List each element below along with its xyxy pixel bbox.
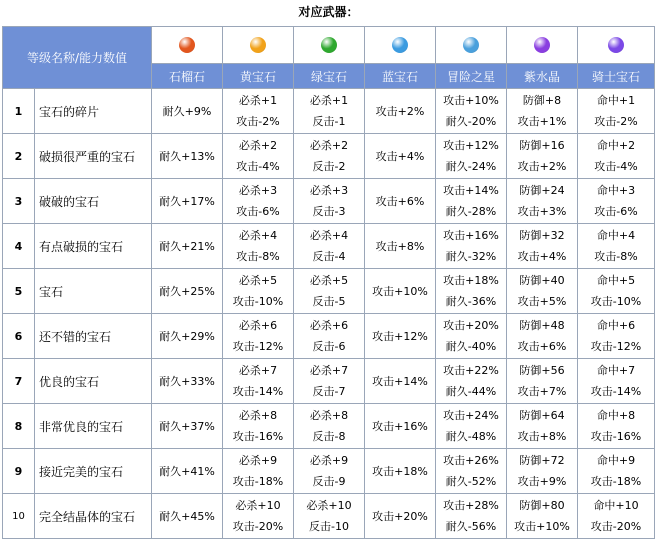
gem-grade-name: 破损很严重的宝石 — [35, 134, 152, 179]
stat-value: 必杀+1 — [238, 94, 278, 107]
level-number: 4 — [3, 224, 35, 269]
stat-value: 攻击-6% — [594, 205, 638, 218]
stat-value: 攻击+14% — [443, 184, 499, 197]
stat-value: 攻击+26% — [443, 454, 499, 467]
level-number: 9 — [3, 449, 35, 494]
gem-name-header: 绿宝石 — [294, 64, 365, 89]
stat-cell — [436, 224, 507, 269]
level-number: 10 — [3, 494, 35, 539]
stat-cell — [507, 494, 578, 539]
stat-cell — [223, 179, 294, 224]
stat-value: 耐久-40% — [445, 340, 497, 353]
stat-value: 防御+56 — [519, 364, 565, 377]
adventure-star-orb-icon — [463, 37, 479, 53]
stat-cell — [294, 224, 365, 269]
stat-cell — [152, 359, 223, 404]
stat-value: 反击-3 — [312, 205, 346, 218]
stat-cell — [152, 449, 223, 494]
stat-value: 防御+8 — [522, 94, 562, 107]
stat-value: 必杀+1 — [309, 94, 349, 107]
stat-value: 耐久-32% — [445, 250, 497, 263]
stat-cell — [294, 134, 365, 179]
stat-value: 防御+64 — [519, 409, 565, 422]
stat-value: 攻击-2% — [236, 115, 280, 128]
stat-value: 攻击-20% — [232, 520, 284, 533]
table-row — [3, 494, 655, 539]
stat-cell — [365, 269, 436, 314]
stat-value: 攻击-12% — [232, 340, 284, 353]
stat-value: 攻击+12% — [443, 139, 499, 152]
gem-grade-name: 宝石的碎片 — [35, 89, 152, 134]
stat-value: 攻击+7% — [517, 385, 567, 398]
stat-cell — [507, 314, 578, 359]
stat-value: 反击-2 — [312, 160, 346, 173]
gem-icon-cell — [294, 27, 365, 64]
table-row — [3, 134, 655, 179]
stat-cell — [294, 89, 365, 134]
stat-value: 耐久-24% — [445, 160, 497, 173]
stat-cell — [365, 359, 436, 404]
stat-value: 命中+2 — [596, 139, 636, 152]
stat-cell — [294, 269, 365, 314]
stat-cell — [223, 269, 294, 314]
stat-cell — [436, 359, 507, 404]
stat-value: 攻击-14% — [232, 385, 284, 398]
stat-value: 耐久+41% — [159, 464, 215, 478]
stat-value: 攻击+8% — [517, 430, 567, 443]
stat-value: 攻击+18% — [443, 274, 499, 287]
stat-value: 必杀+4 — [238, 229, 278, 242]
stat-value: 必杀+9 — [238, 454, 278, 467]
stat-cell — [365, 89, 436, 134]
stat-value: 命中+6 — [596, 319, 636, 332]
stat-value: 必杀+3 — [238, 184, 278, 197]
stat-value: 反击-10 — [309, 520, 349, 533]
gem-icon-cell — [365, 27, 436, 64]
table-row — [3, 89, 655, 134]
stat-cell — [223, 89, 294, 134]
stat-cell — [223, 449, 294, 494]
stat-cell — [578, 359, 655, 404]
stat-value: 攻击-8% — [236, 250, 280, 263]
stat-value: 攻击+4% — [517, 250, 567, 263]
stat-cell — [223, 359, 294, 404]
stat-value: 攻击-4% — [594, 160, 638, 173]
stat-value: 必杀+10 — [235, 499, 281, 512]
stat-value: 攻击-12% — [590, 340, 642, 353]
stat-value: 必杀+2 — [238, 139, 278, 152]
stat-value: 耐久-36% — [445, 295, 497, 308]
stat-value: 攻击+2% — [517, 160, 567, 173]
stat-cell — [294, 494, 365, 539]
stat-cell — [507, 179, 578, 224]
level-number: 2 — [3, 134, 35, 179]
stat-value: 攻击-16% — [232, 430, 284, 443]
stat-cell — [507, 224, 578, 269]
stat-cell — [365, 134, 436, 179]
gem-grade-name: 宝石 — [35, 269, 152, 314]
stat-value: 必杀+7 — [309, 364, 349, 377]
stat-cell — [578, 449, 655, 494]
gem-name-header: 紫水晶 — [507, 64, 578, 89]
gem-name-header: 蓝宝石 — [365, 64, 436, 89]
table-body — [3, 89, 655, 539]
stat-value: 攻击+16% — [372, 419, 428, 433]
stat-cell — [436, 314, 507, 359]
stat-cell — [294, 179, 365, 224]
stat-value: 耐久+37% — [159, 419, 215, 433]
stat-value: 防御+40 — [519, 274, 565, 287]
stat-cell — [436, 449, 507, 494]
stat-cell — [223, 314, 294, 359]
gem-icon-cell — [578, 27, 655, 64]
stat-cell — [578, 179, 655, 224]
stat-value: 耐久-20% — [445, 115, 497, 128]
stat-cell — [578, 404, 655, 449]
level-number: 3 — [3, 179, 35, 224]
stat-value: 命中+10 — [593, 499, 639, 512]
stat-value: 攻击+22% — [443, 364, 499, 377]
stat-value: 必杀+10 — [306, 499, 352, 512]
stat-cell — [436, 269, 507, 314]
stat-value: 耐久-48% — [445, 430, 497, 443]
topaz-orb-icon — [250, 37, 266, 53]
stat-cell — [152, 269, 223, 314]
gem-name-header: 冒险之星 — [436, 64, 507, 89]
stat-value: 攻击+20% — [443, 319, 499, 332]
gem-icon-row — [3, 27, 655, 64]
gem-grade-name: 完全结晶体的宝石 — [35, 494, 152, 539]
table-row — [3, 269, 655, 314]
stat-value: 必杀+6 — [309, 319, 349, 332]
stat-value: 反击-6 — [312, 340, 346, 353]
level-number: 8 — [3, 404, 35, 449]
stat-cell — [294, 359, 365, 404]
stat-value: 攻击-8% — [594, 250, 638, 263]
gem-icon-cell — [223, 27, 294, 64]
stat-value: 反击-5 — [312, 295, 346, 308]
stat-cell — [578, 89, 655, 134]
stat-cell — [365, 314, 436, 359]
gem-grade-name: 破破的宝石 — [35, 179, 152, 224]
stat-cell — [436, 134, 507, 179]
stat-cell — [578, 134, 655, 179]
stat-value: 耐久+45% — [159, 509, 215, 523]
stat-value: 命中+8 — [596, 409, 636, 422]
stat-value: 攻击+4% — [375, 149, 425, 163]
gem-grade-name: 接近完美的宝石 — [35, 449, 152, 494]
stat-value: 耐久+33% — [159, 374, 215, 388]
stat-value: 攻击-10% — [232, 295, 284, 308]
stat-value: 必杀+8 — [238, 409, 278, 422]
level-number: 1 — [3, 89, 35, 134]
stat-cell — [365, 179, 436, 224]
garnet-orb-icon — [179, 37, 195, 53]
stat-value: 攻击-6% — [236, 205, 280, 218]
stat-value: 防御+80 — [519, 499, 565, 512]
gem-grade-name: 还不错的宝石 — [35, 314, 152, 359]
stat-cell — [223, 134, 294, 179]
level-number: 5 — [3, 269, 35, 314]
stat-value: 命中+5 — [596, 274, 636, 287]
stat-value: 耐久+9% — [162, 104, 212, 118]
stat-value: 攻击-14% — [590, 385, 642, 398]
stat-cell — [436, 404, 507, 449]
stat-cell — [507, 449, 578, 494]
stat-cell — [294, 314, 365, 359]
stat-value: 必杀+6 — [238, 319, 278, 332]
gem-name-header: 黄宝石 — [223, 64, 294, 89]
stat-cell — [507, 404, 578, 449]
table-row — [3, 179, 655, 224]
page-title: 对应武器： — [298, 5, 359, 19]
stat-cell — [507, 359, 578, 404]
stat-cell — [365, 224, 436, 269]
stat-value: 攻击+6% — [375, 194, 425, 208]
stat-value: 攻击-10% — [590, 295, 642, 308]
stat-cell — [152, 89, 223, 134]
stat-cell — [152, 179, 223, 224]
stat-value: 耐久-52% — [445, 475, 497, 488]
stat-value: 攻击+20% — [372, 509, 428, 523]
stat-value: 必杀+8 — [309, 409, 349, 422]
stat-cell — [365, 449, 436, 494]
stat-value: 命中+3 — [596, 184, 636, 197]
stat-cell — [365, 404, 436, 449]
gem-grade-name: 优良的宝石 — [35, 359, 152, 404]
gem-icon-cell — [436, 27, 507, 64]
stat-value: 攻击+18% — [372, 464, 428, 478]
stat-value: 必杀+9 — [309, 454, 349, 467]
stat-value: 攻击+28% — [443, 499, 499, 512]
stat-value: 命中+1 — [596, 94, 636, 107]
stat-cell — [436, 179, 507, 224]
gem-stats-table — [2, 26, 655, 539]
stat-value: 攻击-20% — [590, 520, 642, 533]
stat-cell — [507, 269, 578, 314]
stat-cell — [578, 224, 655, 269]
gem-grade-name: 有点破损的宝石 — [35, 224, 152, 269]
stat-value: 反击-7 — [312, 385, 346, 398]
stat-cell — [578, 494, 655, 539]
stat-cell — [152, 494, 223, 539]
table-row — [3, 359, 655, 404]
stat-value: 攻击+16% — [443, 229, 499, 242]
stat-value: 必杀+7 — [238, 364, 278, 377]
stat-value: 反击-9 — [312, 475, 346, 488]
stat-value: 攻击+6% — [517, 340, 567, 353]
stat-value: 防御+72 — [519, 454, 565, 467]
amethyst-orb-icon — [534, 37, 550, 53]
stat-value: 攻击-2% — [594, 115, 638, 128]
stat-cell — [152, 224, 223, 269]
stat-value: 攻击+14% — [372, 374, 428, 388]
stat-value: 攻击+24% — [443, 409, 499, 422]
stat-value: 攻击+1% — [517, 115, 567, 128]
stat-cell — [152, 314, 223, 359]
gem-name-header: 骑士宝石 — [578, 64, 655, 89]
gem-name-header: 石榴石 — [152, 64, 223, 89]
stat-value: 防御+48 — [519, 319, 565, 332]
stat-cell — [507, 134, 578, 179]
gem-grade-name: 非常优良的宝石 — [35, 404, 152, 449]
stat-value: 攻击+2% — [375, 104, 425, 118]
stat-value: 攻击+12% — [372, 329, 428, 343]
stat-value: 必杀+4 — [309, 229, 349, 242]
stat-value: 防御+32 — [519, 229, 565, 242]
stat-value: 耐久-28% — [445, 205, 497, 218]
stat-cell — [436, 494, 507, 539]
knight-gem-orb-icon — [608, 37, 624, 53]
stat-value: 命中+4 — [596, 229, 636, 242]
stat-value: 必杀+2 — [309, 139, 349, 152]
stat-cell — [152, 404, 223, 449]
level-number: 7 — [3, 359, 35, 404]
stat-value: 攻击+3% — [517, 205, 567, 218]
stat-cell — [365, 494, 436, 539]
stat-value: 耐久+17% — [159, 194, 215, 208]
stat-cell — [223, 494, 294, 539]
table-row — [3, 404, 655, 449]
stat-value: 必杀+5 — [238, 274, 278, 287]
gem-icon-cell — [507, 27, 578, 64]
stat-value: 命中+9 — [596, 454, 636, 467]
level-number: 6 — [3, 314, 35, 359]
stat-cell — [294, 404, 365, 449]
stat-cell — [578, 314, 655, 359]
stat-value: 防御+16 — [519, 139, 565, 152]
stat-value: 攻击+10% — [443, 94, 499, 107]
stat-cell — [436, 89, 507, 134]
stat-value: 耐久-44% — [445, 385, 497, 398]
gem-icon-cell — [152, 27, 223, 64]
stat-value: 耐久+21% — [159, 239, 215, 253]
stat-cell — [507, 89, 578, 134]
stat-cell — [294, 449, 365, 494]
stat-value: 反击-1 — [312, 115, 346, 128]
stat-value: 攻击-18% — [590, 475, 642, 488]
stat-value: 耐久+13% — [159, 149, 215, 163]
stat-value: 耐久-56% — [445, 520, 497, 533]
stat-cell — [152, 134, 223, 179]
stat-value: 攻击+10% — [372, 284, 428, 298]
stat-cell — [578, 269, 655, 314]
stat-value: 反击-4 — [312, 250, 346, 263]
stat-value: 攻击-18% — [232, 475, 284, 488]
stat-value: 攻击+8% — [375, 239, 425, 253]
stat-cell — [223, 404, 294, 449]
stat-cell — [223, 224, 294, 269]
stat-value: 攻击-4% — [236, 160, 280, 173]
stat-value: 防御+24 — [519, 184, 565, 197]
stat-value: 命中+7 — [596, 364, 636, 377]
stat-value: 耐久+25% — [159, 284, 215, 298]
stat-value: 耐久+29% — [159, 329, 215, 343]
sapphire-orb-icon — [392, 37, 408, 53]
table-row — [3, 224, 655, 269]
table-row — [3, 449, 655, 494]
header-label: 等级名称/能力数值 — [3, 27, 152, 89]
emerald-orb-icon — [321, 37, 337, 53]
table-row — [3, 314, 655, 359]
stat-value: 攻击-16% — [590, 430, 642, 443]
stat-value: 攻击+9% — [517, 475, 567, 488]
stat-value: 必杀+5 — [309, 274, 349, 287]
stat-value: 攻击+10% — [514, 520, 570, 533]
stat-value: 攻击+5% — [517, 295, 567, 308]
stat-value: 必杀+3 — [309, 184, 349, 197]
stat-value: 反击-8 — [312, 430, 346, 443]
